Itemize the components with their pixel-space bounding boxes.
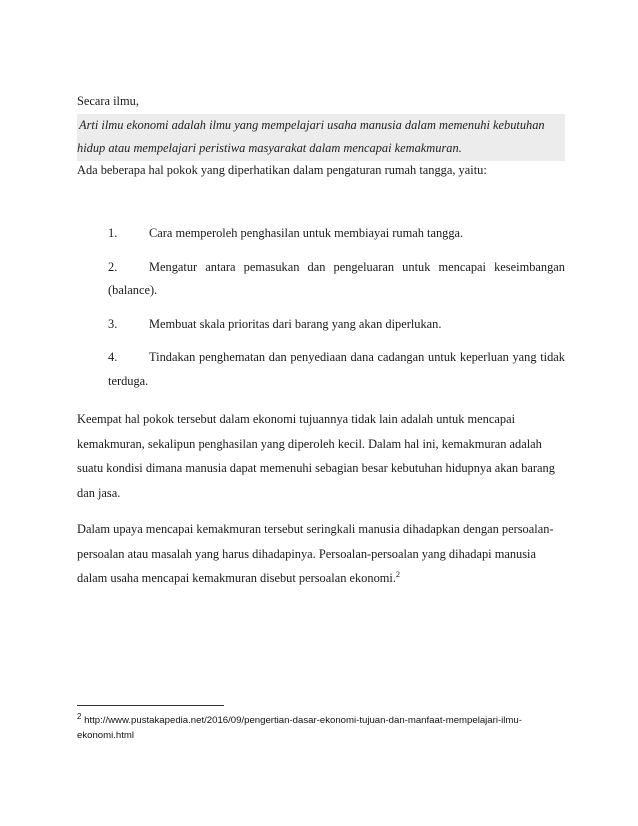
- list-item-number: 3.: [108, 316, 118, 331]
- list-item-text: Cara memperoleh penghasilan untuk membiayai rumah tangga.: [149, 226, 464, 240]
- list-item-number: 2.: [108, 259, 118, 274]
- list-item-text: Membuat skala prioritas dari barang yang akan diperlukan.: [149, 316, 442, 331]
- list-item: [108, 346, 565, 393]
- list-item-text: Mengatur antara pemasukan dan pengeluaran untuk mencapai keseimbangan (balance).: [108, 259, 565, 297]
- list-lead-text: Ada beberapa hal pokok yang diperhatikan dalam pengaturan rumah tangga, yaitu:: [77, 163, 487, 177]
- footnote-link[interactable]: http://www.pustakapedia.net/2016/09/pengertian-dasar-ekonomi-tujuan-dan-manfaat-mempelajari-ilmu-ekonomi.html: [77, 715, 522, 741]
- footnote-number: 2: [77, 711, 82, 721]
- list-item-text: Tindakan penghematan dan penyediaan dana cadangan untuk keperluan yang tidak terduga.: [108, 350, 565, 388]
- quote-block: [77, 114, 565, 161]
- numbered-list: [108, 222, 565, 403]
- list-item: [108, 313, 565, 337]
- list-item: [108, 222, 565, 246]
- list-item-number: 4.: [108, 350, 118, 364]
- list-item-number: 1.: [108, 226, 118, 240]
- body-paragraph-1: Keempat hal pokok tersebut dalam ekonomi tujuannya tidak lain adalah untuk mencapai kemakmuran, sekalipun penghasilan yang diperoleh kecil. Dalam hal ini, kemakmuran adalah suatu kondisi dimana manusia dapat memenuhi sebagian besar kebutuhan hidupnya akan barang dan jasa.: [77, 412, 555, 500]
- body-paragraph-2-text: Dalam upaya mencapai kemakmuran tersebut seringkali manusia dihadapkan dengan persoalan-persoalan atau masalah yang harus dihadapinya. Persoalan-persoalan yang dihadapi manusia dalam usaha mencapai kemakmuran disebut persoalan ekonomi.: [77, 522, 554, 585]
- footnote-reference[interactable]: 2: [395, 569, 400, 579]
- body-paragraph-2: [77, 517, 565, 591]
- footnote-separator: [77, 705, 224, 706]
- quote-line-2: hidup atau mempelajari peristiwa masyarakat dalam mencapai kemakmuran.: [77, 141, 462, 155]
- list-item: [108, 256, 565, 303]
- intro-text: Secara ilmu,: [77, 94, 139, 108]
- footnote: [77, 713, 565, 743]
- quote-line-1: Arti ilmu ekonomi adalah ilmu yang mempelajari usaha manusia dalam memenuhi kebutuhan: [79, 118, 545, 132]
